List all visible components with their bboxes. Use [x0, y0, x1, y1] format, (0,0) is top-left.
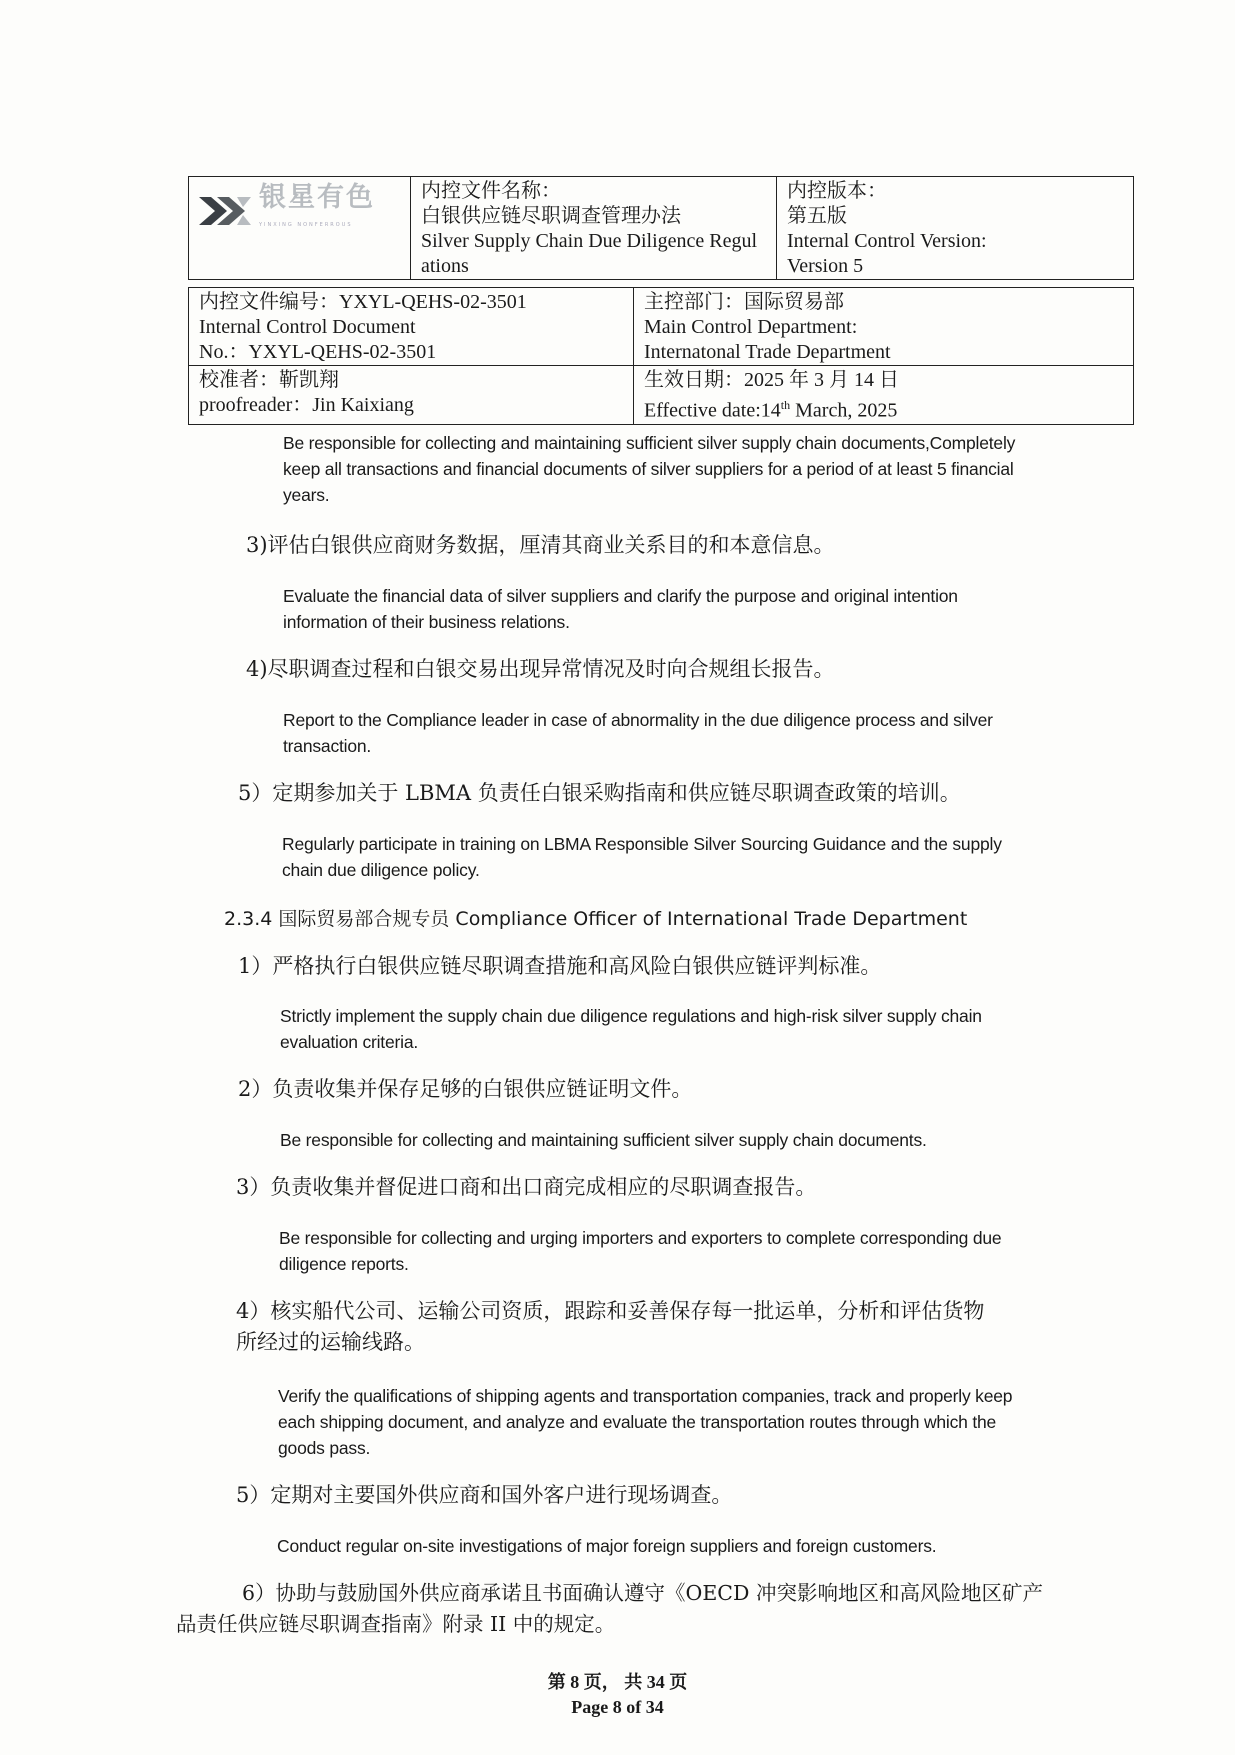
company-logo-icon: [197, 193, 253, 229]
version-label: 内控版本：: [787, 180, 887, 202]
document-header-table: [188, 176, 1134, 280]
effective-date-sup: th: [780, 398, 791, 412]
department-cell: [634, 288, 1134, 366]
doc-name-zh: 白银供应链尽职调查管理办法: [421, 205, 681, 227]
version-en-1: Internal Control Version:: [787, 230, 987, 252]
doc-name-label: 内控文件名称：: [421, 180, 561, 202]
page-number-en: Page 8 of 34: [571, 1697, 664, 1717]
list-item-zh: 1）严格执行白银供应链尽职调查措施和高风险白银供应链评判标准。: [238, 954, 882, 978]
effective-date-en: [644, 393, 1123, 424]
doc-number-en-1: Internal Control Document: [199, 316, 416, 338]
section-heading: 2.3.4 国际贸易部合规专员 Compliance Officer of International Trade Department: [224, 908, 968, 930]
proofreader-en: proofreader：Jin Kaixiang: [199, 394, 414, 416]
list-item-zh: 5）定期参加关于 LBMA 负责任白银采购指南和供应链尽职调查政策的培训。: [238, 781, 961, 805]
department-en-2: Internatonal Trade Department: [644, 341, 891, 363]
list-item-zh: 6）协助与鼓励国外供应商承诺且书面确认遵守《OECD 冲突影响地区和高风险地区矿产: [242, 1581, 1043, 1605]
document-header-table-2: [188, 287, 1134, 425]
list-item-en: goods pass.: [278, 1438, 371, 1458]
version-en-2: Version 5: [787, 255, 864, 277]
department-zh: 主控部门：国际贸易部: [644, 291, 844, 313]
effective-date-cell: [634, 366, 1134, 425]
doc-number-cell: [189, 288, 634, 366]
proofreader-zh: 校准者：靳凯翔: [199, 369, 339, 391]
list-item-en: Regularly participate in training on LBMA Responsible Silver Sourcing Guidance and the supply: [282, 834, 1002, 854]
doc-number-en-2: No.：YXYL-QEHS-02-3501: [199, 341, 437, 363]
doc-number-zh: 内控文件编号：YXYL-QEHS-02-3501: [199, 291, 527, 313]
department-en-1: Main Control Department:: [644, 316, 858, 338]
doc-name-cell: [411, 177, 777, 280]
proofreader-cell: [189, 366, 634, 425]
list-item-en: Report to the Compliance leader in case of abnormality in the due diligence process and silver: [283, 710, 993, 730]
doc-name-en-1: Silver Supply Chain Due Diligence Regul: [421, 230, 758, 252]
list-item-en: diligence reports.: [279, 1254, 409, 1274]
page-number-zh: 第 8 页， 共 34 页: [547, 1672, 688, 1692]
effective-date-zh: 生效日期：2025 年 3 月 14 日: [644, 369, 899, 391]
effective-date-suffix: March, 2025: [790, 399, 898, 422]
list-item-zh: 5）定期对主要国外供应商和国外客户进行现场调查。: [236, 1483, 733, 1507]
paragraph-text: Be responsible for collecting and maintaining sufficient silver supply chain documents,Completely: [283, 433, 1016, 453]
paragraph-text: keep all transactions and financial documents of silver suppliers for a period of at least 5 financial: [283, 459, 1014, 479]
list-item-en: Strictly implement the supply chain due diligence regulations and high-risk silver supply chain: [280, 1006, 982, 1026]
list-item-zh: 3)评估白银供应商财务数据，厘清其商业关系目的和本意信息。: [246, 533, 835, 557]
list-item-en: each shipping document, and analyze and evaluate the transportation routes through which the: [278, 1412, 997, 1432]
list-item-zh: 品责任供应链尽职调查指南》附录 II 中的规定。: [176, 1612, 616, 1636]
logo-subtext: YINXING NONFERROUS: [259, 222, 353, 228]
list-item-en: Conduct regular on-site investigations of major foreign suppliers and foreign customers.: [277, 1536, 937, 1556]
doc-name-en-2: ations: [421, 255, 469, 277]
paragraph-text: years.: [283, 485, 330, 505]
list-item-en: Evaluate the financial data of silver suppliers and clarify the purpose and original intention: [283, 586, 958, 606]
list-item-en: Be responsible for collecting and maintaining sufficient silver supply chain documents.: [280, 1130, 927, 1150]
list-item-zh: 所经过的运输线路。: [236, 1330, 425, 1354]
list-item-zh: 4）核实船代公司、运输公司资质，跟踪和妥善保存每一批运单，分析和评估货物: [236, 1299, 985, 1323]
logo-text: 银星有色: [259, 182, 375, 213]
version-cell: [777, 177, 1134, 280]
list-item-en: information of their business relations.: [283, 612, 570, 632]
logo-cell: [189, 177, 411, 280]
list-item-en: chain due diligence policy.: [282, 860, 480, 880]
list-item-zh: 2）负责收集并保存足够的白银供应链证明文件。: [238, 1077, 693, 1101]
effective-date-prefix: Effective date:14: [644, 399, 781, 422]
list-item-en: Verify the qualifications of shipping agents and transportation companies, track and properly keep: [278, 1386, 1013, 1406]
list-item-zh: 4)尽职调查过程和白银交易出现异常情况及时向合规组长报告。: [246, 657, 835, 681]
list-item-zh: 3）负责收集并督促进口商和出口商完成相应的尽职调查报告。: [236, 1175, 817, 1199]
version-zh: 第五版: [787, 205, 847, 227]
list-item-en: Be responsible for collecting and urging importers and exporters to complete corresponding due: [279, 1228, 1002, 1248]
company-logo: [197, 183, 402, 238]
list-item-en: evaluation criteria.: [280, 1032, 419, 1052]
list-item-en: transaction.: [283, 736, 372, 756]
